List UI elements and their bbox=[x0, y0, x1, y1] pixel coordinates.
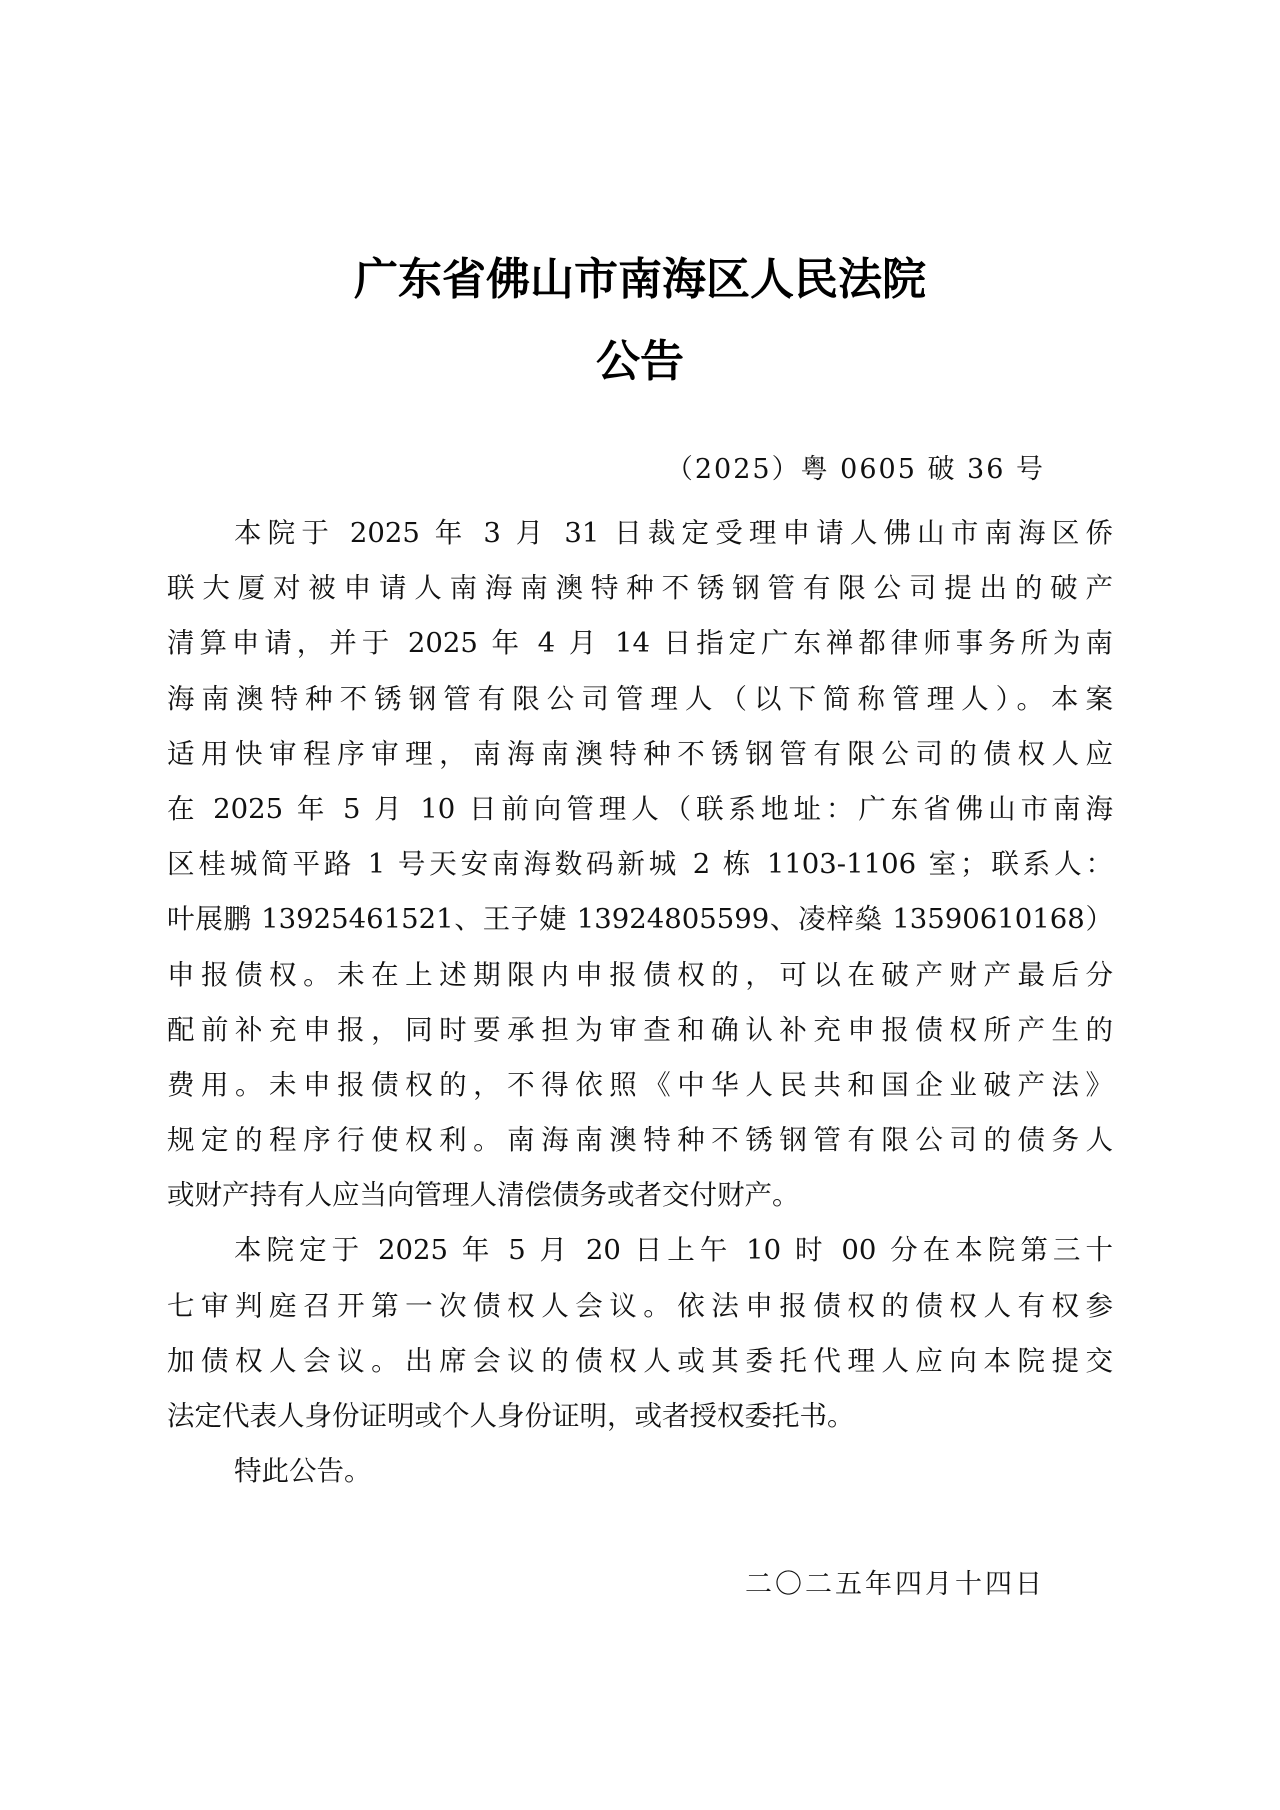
closing-statement: 特此公告。 bbox=[234, 1455, 372, 1488]
paragraph-1-line: 费用。未申报债权的，不得依照《中华人民共和国企业破产法》 bbox=[167, 1068, 1113, 1101]
paragraph-1-line: 在 2025 年 5 月 10 日前向管理人（联系地址：广东省佛山市南海 bbox=[167, 792, 1113, 825]
paragraph-2-line: 本院定于 2025 年 5 月 20 日上午 10 时 00 分在本院第三十 bbox=[234, 1234, 1113, 1267]
notice-body bbox=[167, 506, 1113, 1499]
paragraph-1-line: 申报债权。未在上述期限内申报债权的，可以在破产财产最后分 bbox=[167, 958, 1113, 991]
case-number: （2025）粤 0605 破 36 号 bbox=[665, 454, 1045, 485]
notice-type-title: 公告 bbox=[596, 336, 684, 387]
paragraph-2-line: 七审判庭召开第一次债权人会议。依法申报债权的债权人有权参 bbox=[167, 1289, 1113, 1322]
paragraph-1-line: 本院于 2025 年 3 月 31 日裁定受理申请人佛山市南海区侨 bbox=[234, 517, 1113, 549]
notice-date: 二〇二五年四月十四日 bbox=[745, 1569, 1045, 1600]
paragraph-1-line: 联大厦对被申请人南海南澳特种不锈钢管有限公司提出的破产 bbox=[167, 572, 1113, 605]
paragraph-1-line: 叶展鹏 13925461521、王子婕 13924805599、凌梓燊 13590610168） bbox=[167, 903, 1113, 936]
paragraph-2-line: 加债权人会议。出席会议的债权人或其委托代理人应向本院提交 bbox=[167, 1344, 1113, 1377]
paragraph-1-line: 清算申请，并于 2025 年 4 月 14 日指定广东禅都律师事务所为南 bbox=[167, 627, 1113, 660]
court-name-title: 广东省佛山市南海区人民法院 bbox=[354, 254, 926, 305]
paragraph-1-line: 区桂城简平路 1 号天安南海数码新城 2 栋 1103-1106 室；联系人： bbox=[167, 848, 1113, 881]
paragraph-1-line: 海南澳特种不锈钢管有限公司管理人（以下简称管理人）。本案 bbox=[167, 682, 1113, 715]
paragraph-1-line: 或财产持有人应当向管理人清偿债务或者交付财产。 bbox=[167, 1179, 800, 1212]
paragraph-1-line: 配前补充申报，同时要承担为审查和确认补充申报债权所产生的 bbox=[167, 1013, 1113, 1046]
paragraph-1-line: 适用快审程序审理，南海南澳特种不锈钢管有限公司的债权人应 bbox=[167, 737, 1113, 770]
paragraph-2-line: 法定代表人身份证明或个人身份证明，或者授权委托书。 bbox=[167, 1400, 855, 1432]
paragraph-1-line: 规定的程序行使权利。南海南澳特种不锈钢管有限公司的债务人 bbox=[167, 1124, 1113, 1157]
